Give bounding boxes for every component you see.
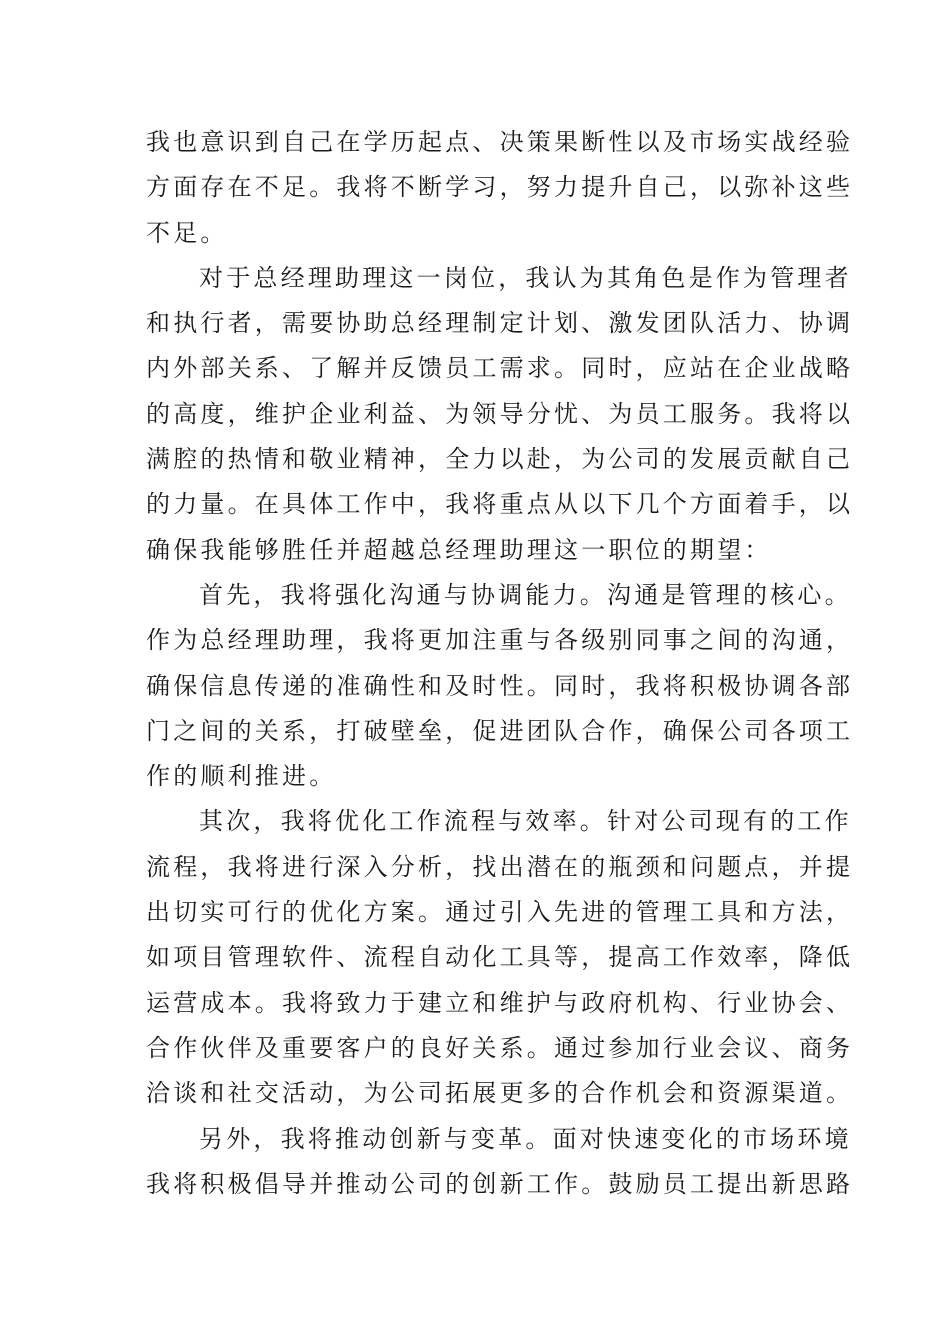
text-line: 和执行者，需要协助总经理制定计划、激发团队活力、协调 bbox=[146, 309, 854, 338]
text-line: 内外部关系、了解并反馈员工需求。同时，应站在企业战略 bbox=[146, 354, 854, 383]
text-line: 作的顺利推进。 bbox=[146, 762, 337, 791]
text-line: 不足。 bbox=[146, 218, 228, 247]
text-line: 方面存在不足。我将不断学习，努力提升自己，以弥补这些 bbox=[146, 173, 854, 202]
text-line: 另外，我将推动创新与变革。面对快速变化的市场环境 bbox=[199, 1124, 852, 1153]
text-line: 的高度，维护企业利益、为领导分忧、为员工服务。我将以 bbox=[146, 399, 854, 428]
text-line: 如项目管理软件、流程自动化工具等，提高工作效率，降低 bbox=[146, 943, 854, 972]
text-line: 洽谈和社交活动，为公司拓展更多的合作机会和资源渠道。 bbox=[146, 1079, 854, 1108]
text-line: 运营成本。我将致力于建立和维护与政府机构、行业协会、 bbox=[146, 988, 854, 1017]
text-line: 其次，我将优化工作流程与效率。针对公司现有的工作 bbox=[199, 807, 852, 836]
text-line: 出切实可行的优化方案。通过引入先进的管理工具和方法， bbox=[146, 898, 854, 927]
text-line: 门之间的关系，打破壁垒，促进团队合作，确保公司各项工 bbox=[146, 716, 854, 745]
text-line: 的力量。在具体工作中，我将重点从以下几个方面着手，以 bbox=[146, 490, 854, 519]
text-line: 作为总经理助理，我将更加注重与各级别同事之间的沟通， bbox=[146, 626, 854, 655]
text-line: 合作伙伴及重要客户的良好关系。通过参加行业会议、商务 bbox=[146, 1033, 854, 1062]
text-line: 确保信息传递的准确性和及时性。同时，我将积极协调各部 bbox=[146, 671, 854, 700]
text-line: 确保我能够胜任并超越总经理助理这一职位的期望： bbox=[146, 535, 772, 564]
text-line: 满腔的热情和敬业精神，全力以赴，为公司的发展贡献自己 bbox=[146, 445, 854, 474]
text-line: 我将积极倡导并推动公司的创新工作。鼓励员工提出新思路 bbox=[146, 1169, 854, 1198]
text-line: 我也意识到自己在学历起点、决策果断性以及市场实战经验 bbox=[146, 128, 854, 156]
text-line: 首先，我将强化沟通与协调能力。沟通是管理的核心。 bbox=[199, 580, 852, 609]
document-body bbox=[146, 120, 854, 1207]
text-line: 对于总经理助理这一岗位，我认为其角色是作为管理者 bbox=[199, 263, 852, 292]
text-line: 流程，我将进行深入分析，找出潜在的瓶颈和问题点，并提 bbox=[146, 852, 854, 881]
